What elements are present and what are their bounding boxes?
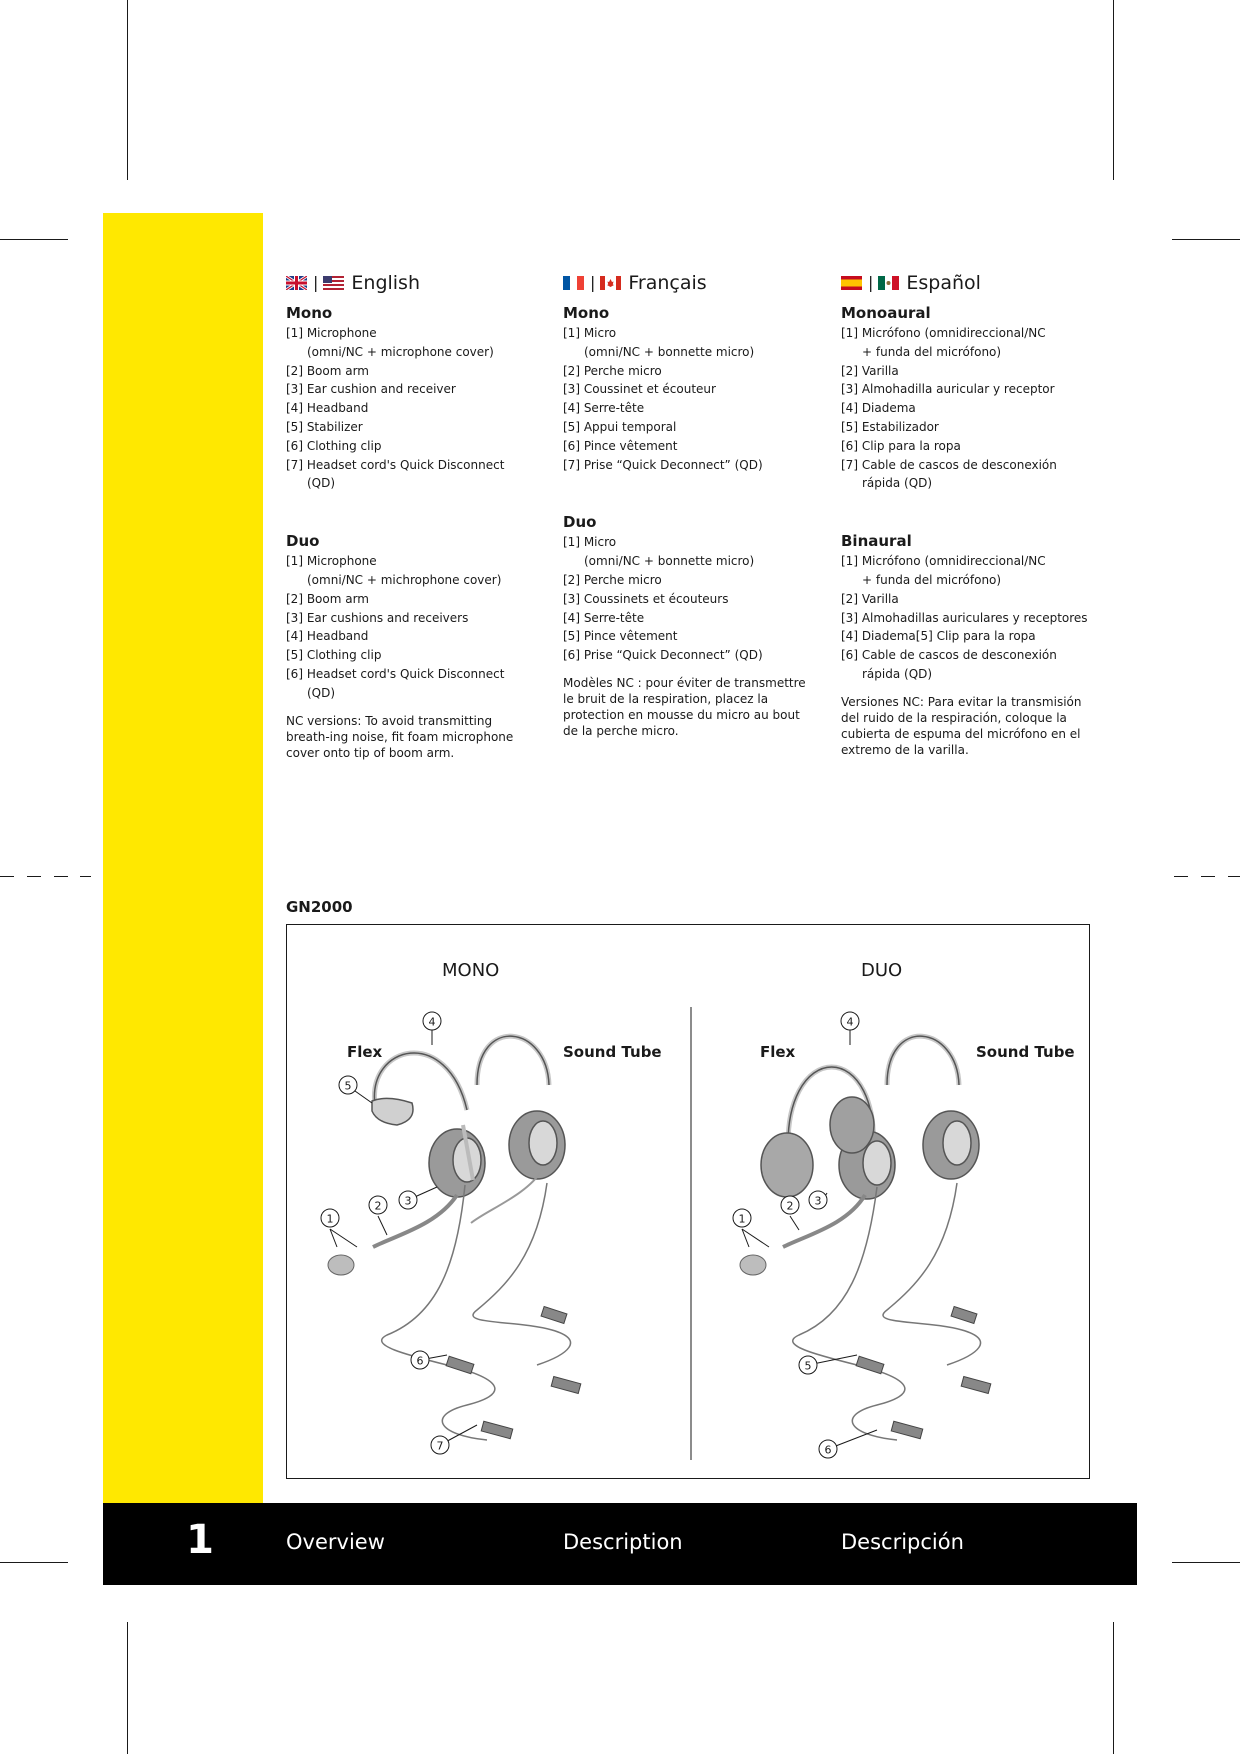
callout-number: 5 (804, 1359, 812, 1373)
crop-mark (127, 0, 128, 180)
list-item: [6] Prise “Quick Deconnect” (QD) (563, 648, 763, 663)
list-item: [5] Pince vêtement (563, 629, 678, 644)
mono-callout-6 (411, 1351, 429, 1369)
headset-diagram (286, 924, 1090, 1479)
language-header (563, 268, 813, 298)
crop-mark (1113, 1622, 1114, 1754)
list-item: [1] Micrófono (omnidireccional/NC (841, 326, 1046, 340)
list-item: [5] Appui temporal (563, 419, 677, 434)
fold-mark (27, 876, 41, 877)
callout-number: 1 (326, 1212, 334, 1226)
list-item: [4] Diadema (841, 401, 916, 416)
yellow-sidebar (103, 213, 263, 1503)
language-header (841, 268, 1091, 298)
section-title: Mono (563, 304, 610, 322)
list-item: [1] Micrófono (omnidireccional/NC (841, 554, 1046, 569)
list-item: [4] Serre-tête (563, 401, 645, 416)
crop-mark (1172, 239, 1240, 240)
list-item: (omni/NC + microphone cover) (307, 344, 494, 359)
list-item: [4] Headband (286, 401, 369, 416)
separator: | (868, 273, 874, 292)
mono-callout-4 (423, 1012, 441, 1030)
mono-soundtube-headset (471, 1036, 565, 1223)
fold-mark (0, 876, 14, 877)
canada-flag-icon (600, 276, 621, 290)
list-item: [5] Stabilizer (286, 419, 363, 434)
footer-label-description: Description (563, 1530, 683, 1554)
callout-number: 6 (416, 1354, 424, 1368)
crop-mark (0, 1562, 68, 1563)
column-espanol (841, 268, 1091, 758)
list-item: [6] Cable de cascos de desconexión (841, 648, 1057, 663)
footer-label-overview: Overview (286, 1530, 385, 1554)
language-header (286, 268, 536, 298)
list-item: [3] Ear cushions and receivers (286, 610, 469, 625)
footer-bar (103, 1503, 1137, 1585)
section-title: Mono (286, 304, 333, 322)
mono-callout-1 (321, 1209, 339, 1227)
column-francais (563, 268, 813, 739)
list-item: [2] Varilla (841, 591, 899, 606)
callout-number: 4 (428, 1015, 436, 1029)
list-item: [5] Estabilizador (841, 419, 939, 434)
mono-callout-3 (399, 1191, 417, 1209)
callout-number: 7 (436, 1439, 444, 1453)
list-item: + funda del micrófono) (862, 572, 1002, 587)
callout-number: 2 (374, 1199, 382, 1213)
duo-soundtube-headset (887, 1036, 979, 1179)
mono-callout-2 (369, 1196, 387, 1214)
duo-callout-2 (781, 1196, 799, 1214)
duo-caption: DUO (861, 960, 903, 981)
list-item: (omni/NC + bonnette micro) (584, 554, 755, 569)
list-item: [2] Boom arm (286, 591, 369, 606)
callout-number: 1 (738, 1212, 746, 1226)
section-title: Duo (563, 513, 597, 532)
list-item: [2] Varilla (841, 363, 899, 378)
fold-mark (1201, 876, 1215, 877)
fold-mark (54, 876, 68, 877)
footer-label-descripcion: Descripción (841, 1530, 964, 1554)
list-item: [2] Perche micro (563, 572, 662, 587)
nc-note: NC versions: To avoid transmitting breath-ing noise, fit foam microphone cover onto tip of boom arm. (286, 713, 514, 760)
duo-callout-5 (799, 1356, 817, 1374)
duo-callout-6 (819, 1440, 837, 1458)
callout-number: 2 (786, 1199, 794, 1213)
duo-qd-connectors (856, 1307, 991, 1439)
spain-flag-icon (841, 276, 862, 290)
mono-caption: MONO (442, 960, 500, 981)
list-item: [3] Coussinet et écouteur (563, 382, 716, 397)
uk-flag-icon (286, 276, 307, 290)
callout-number: 3 (404, 1194, 412, 1208)
list-item: (omni/NC + michrophone cover) (307, 572, 502, 587)
list-item: [1] Microphone (286, 554, 377, 569)
list-item: [3] Ear cushion and receiver (286, 382, 456, 397)
crop-mark (0, 239, 68, 240)
callout-number: 4 (846, 1015, 854, 1029)
separator: | (590, 273, 596, 292)
list-item: [4] Diadema[5] Clip para la ropa (841, 629, 1036, 644)
diagram-title: GN2000 (286, 898, 353, 916)
language-name: Français (628, 272, 707, 294)
list-item: [6] Clothing clip (286, 438, 382, 453)
crop-mark (127, 1622, 128, 1754)
nc-note: Modèles NC : pour éviter de transmettre le bruit de la respiration, placez la protection en mousse du micro au bout de la perche micro. (563, 675, 806, 738)
duo-flex-label: Flex (760, 1043, 796, 1061)
mono-sound-tube-label: Sound Tube (563, 1043, 662, 1061)
list-item: [2] Boom arm (286, 363, 369, 378)
list-item: [6] Headset cord's Quick Disconnect (QD) (286, 666, 505, 700)
page-number: 1 (186, 1517, 214, 1563)
list-item: [4] Headband (286, 629, 369, 644)
callout-number: 3 (814, 1194, 822, 1208)
list-item: [5] Clothing clip (286, 648, 382, 663)
duo-flex-headset (761, 1067, 895, 1247)
duo-callout-4 (841, 1012, 859, 1030)
list-item: [4] Serre-tête (563, 610, 645, 625)
language-name: Español (906, 272, 981, 294)
list-item: [1] Micro (563, 535, 617, 550)
mono-qd-connectors (446, 1307, 581, 1439)
france-flag-icon (563, 276, 584, 290)
list-item: rápida (QD) (862, 476, 933, 491)
list-item: [7] Cable de cascos de desconexión (841, 457, 1057, 472)
fold-mark (1228, 876, 1240, 877)
section-title: Binaural (841, 532, 912, 551)
mexico-flag-icon (878, 276, 899, 290)
mono-flex-label: Flex (347, 1043, 383, 1061)
separator: | (313, 273, 319, 292)
fold-mark (1174, 876, 1188, 877)
section-title: Monoaural (841, 304, 931, 322)
column-english (286, 268, 536, 761)
list-item: [3] Almohadillas auriculares y receptores (841, 610, 1088, 625)
list-item: [7] Headset cord's Quick Disconnect (QD) (286, 457, 505, 491)
section-title: Duo (286, 532, 320, 551)
language-name: English (351, 272, 420, 294)
mono-callout-7 (431, 1436, 449, 1454)
callout-leaders (330, 1021, 877, 1449)
mono-flex-headset (372, 1053, 485, 1247)
callout-number: 5 (344, 1079, 352, 1093)
list-item: rápida (QD) (862, 666, 933, 681)
list-item: [1] Micro (563, 326, 617, 340)
list-item: [6] Pince vêtement (563, 438, 678, 453)
duo-sound-tube-label: Sound Tube (976, 1043, 1075, 1061)
crop-mark (1172, 1562, 1240, 1563)
headset-illustration (287, 925, 1089, 1478)
list-item: + funda del micrófono) (862, 344, 1002, 359)
fold-mark (80, 876, 91, 877)
duo-callout-1 (733, 1209, 751, 1227)
list-item: [3] Coussinets et écouteurs (563, 591, 729, 606)
duo-callout-3 (809, 1191, 827, 1209)
list-item: [2] Perche micro (563, 363, 662, 378)
crop-mark (1113, 0, 1114, 180)
callout-number: 6 (824, 1443, 832, 1457)
list-item: (omni/NC + bonnette micro) (584, 344, 755, 359)
list-item: [6] Clip para la ropa (841, 438, 961, 453)
list-item: [3] Almohadilla auricular y receptor (841, 382, 1055, 397)
mono-callout-5 (339, 1076, 357, 1094)
list-item: [1] Microphone (286, 326, 377, 340)
us-flag-icon (323, 276, 344, 290)
list-item: [7] Prise “Quick Deconnect” (QD) (563, 457, 763, 472)
nc-note: Versiones NC: Para evitar la transmisión del ruido de la respiración, coloque la cubierta de espuma del micrófono en el extremo de la varilla. (841, 694, 1082, 757)
